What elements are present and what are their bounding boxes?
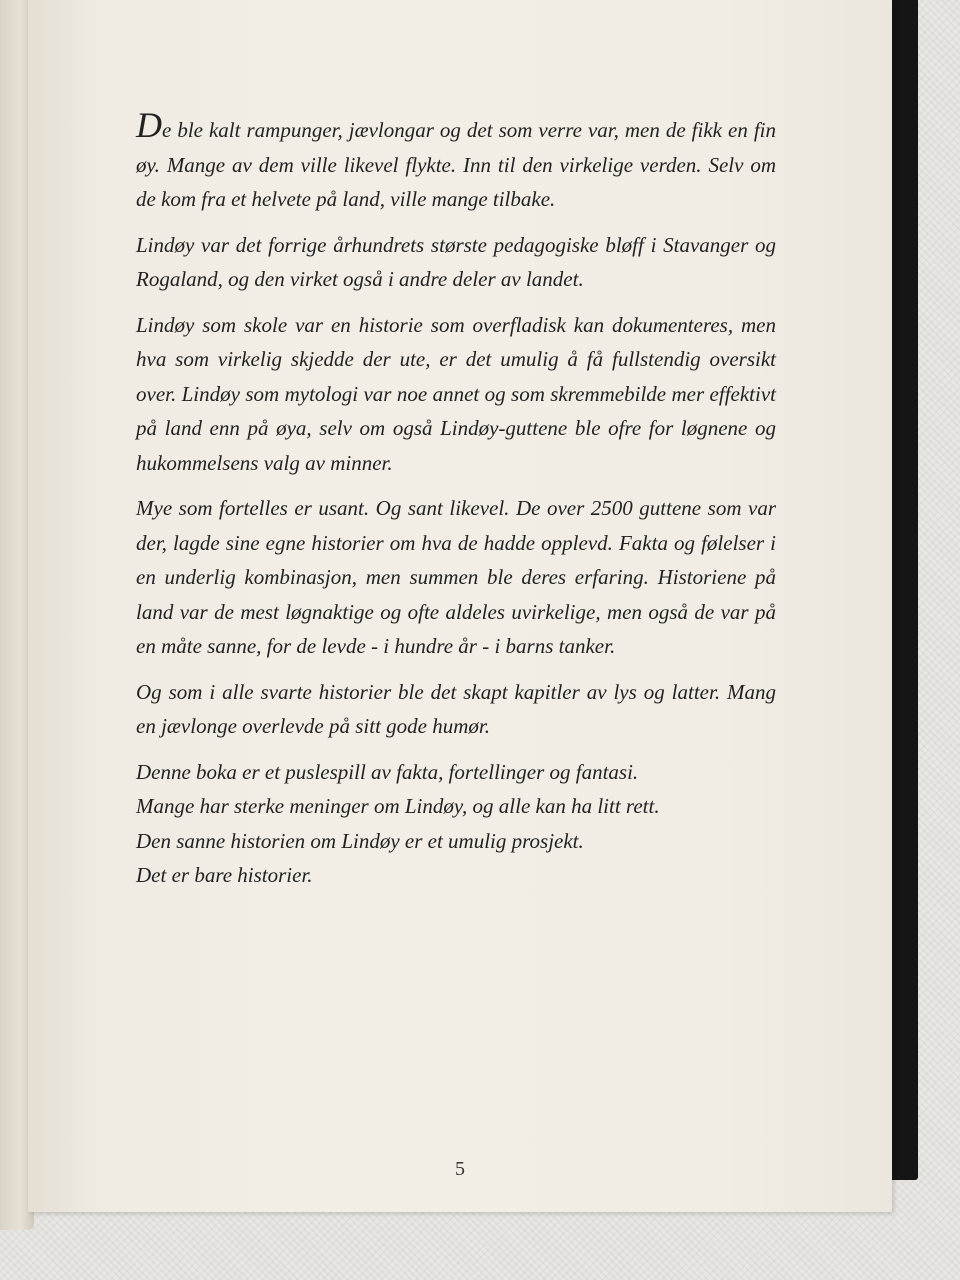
paragraph-3: Mye som fortelles er usant. Og sant likevel. De over 2500 guttene som var der, lagde sine egne historier om hva de hadde opplevd. Fakta og følelser i en underlig kombinasjon, men summen ble deres erfaring. Historiene på land var de mest løgnaktige og ofte aldeles uvirkelige, men også de var på en måte sanne, for de levde - i hundre år - i barns tanker. bbox=[136, 496, 776, 658]
paragraph-4: Og som i alle svarte historier ble det skapt kapitler av lys og latter. Mang en jævlonge overlevde på sitt gode humør. bbox=[136, 679, 776, 738]
drop-cap: D bbox=[136, 105, 162, 145]
intro-text: e ble kalt rampunger, jævlongar og det som verre var, men de fikk en fin øy. Mange av dem ville likevel flykte. Inn til den virkelige verden. Selv om de kom fra et helvete på land, ville mange tilbake. bbox=[136, 118, 776, 211]
closing-line-2: Mange har sterke meninger om Lindøy, og alle kan ha litt rett. bbox=[136, 794, 660, 818]
page-text bbox=[136, 105, 776, 893]
intro-paragraph bbox=[136, 105, 776, 217]
closing-line-1: Denne boka er et puslespill av fakta, fortellinger og fantasi. bbox=[136, 759, 639, 784]
page-number: 5 bbox=[455, 1158, 465, 1180]
closing-line-3: Den sanne historien om Lindøy er et umulig prosjekt. bbox=[136, 828, 584, 853]
book-page bbox=[28, 0, 892, 1212]
closing-line-4: Det er bare historier. bbox=[136, 863, 313, 887]
paragraph-2: Lindøy som skole var en historie som overfladisk kan dokumenteres, men hva som virkelig skjedde der ute, er det umulig å få fullstendig oversikt over. Lindøy som mytologi var noe annet og som skremmebilde mer effektivt på land enn på øya, selv om også Lindøy-guttene ble ofre for løgnene og hukommelsens valg av minner. bbox=[136, 312, 776, 475]
paragraph-1: Lindøy var det forrige århundrets største pedagogiske bløff i Stavanger og Rogaland, og den virket også i andre deler av landet. bbox=[136, 232, 776, 291]
